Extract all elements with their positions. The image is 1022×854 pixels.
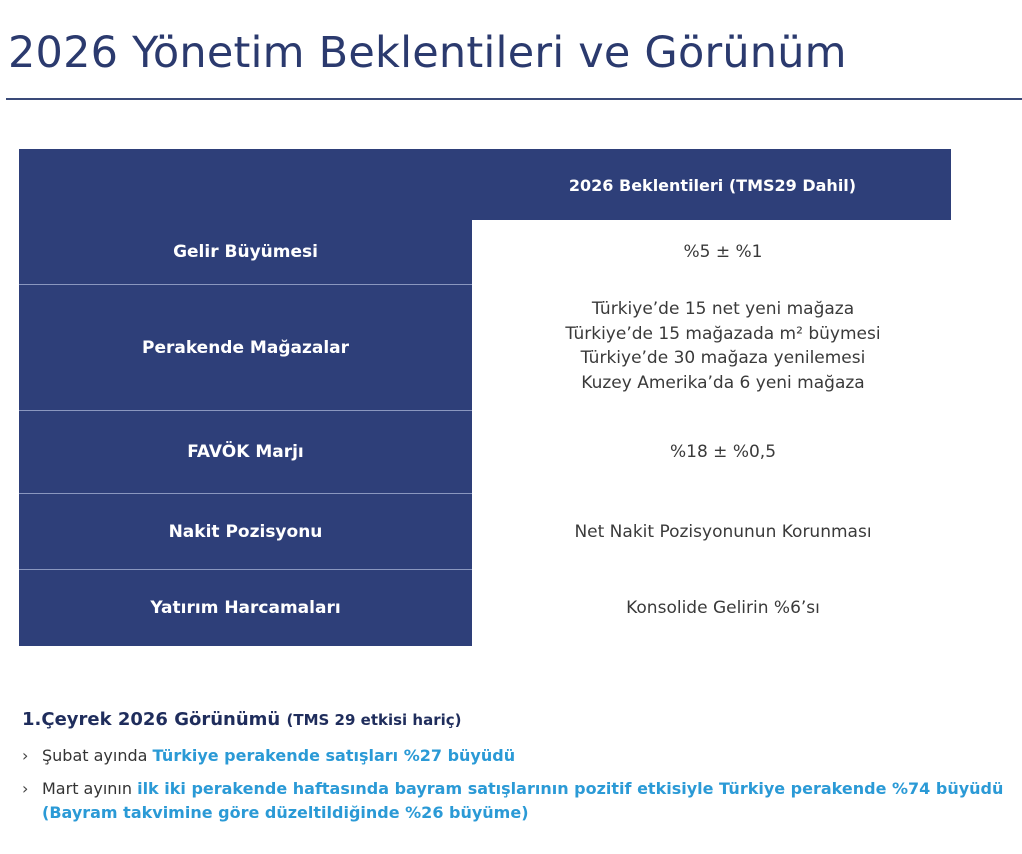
row-label-capex: Yatırım Harcamaları <box>150 598 341 618</box>
row-label-ebitda-margin: FAVÖK Marjı <box>187 442 304 462</box>
bullet-highlight: ilk iki perakende haftasında bayram satışlarının pozitif etkisiyle Türkiye perakende %74 büyüdü (Bayram takvimine göre düzeltildiğinde %26 büyüme) <box>42 779 1004 822</box>
row-value-ebitda-margin: %18 ± %0,5 <box>669 442 777 462</box>
row-value-retail-stores <box>474 285 972 407</box>
expectations-table <box>19 149 951 646</box>
row-value-revenue-growth: %5 ± %1 <box>683 242 763 262</box>
outlook-heading <box>22 709 462 730</box>
retail-stores-line: Türkiye’de 30 mağaza yenilemesi <box>580 348 866 368</box>
row-value-cash-position: Net Nakit Pozisyonunun Korunması <box>574 522 872 542</box>
table-header: 2026 Beklentileri (TMS29 Dahil) <box>568 176 857 195</box>
outlook-heading-note: (TMS 29 etkisi hariç) <box>286 711 462 729</box>
bullet-highlight: Türkiye perakende satışları %27 büyüdü <box>152 746 516 765</box>
retail-stores-line: Türkiye’de 15 mağazada m² büymesi <box>565 323 881 344</box>
row-value-capex: Konsolide Gelirin %6’sı <box>626 598 820 618</box>
retail-stores-line: Türkiye’de 15 net yeni mağaza <box>591 299 855 319</box>
row-label-retail-stores: Perakende Mağazalar <box>141 337 350 358</box>
retail-stores-line: Kuzey Amerika’da 6 yeni mağaza <box>581 372 865 393</box>
bullet-text: Şubat ayında <box>42 746 153 765</box>
title-divider <box>6 98 1022 100</box>
row-label-revenue-growth: Gelir Büyümesi <box>173 242 318 262</box>
bullet-chevron-icon: › <box>22 746 29 765</box>
bullet-chevron-icon: › <box>22 779 29 798</box>
page-title: 2026 Yönetim Beklentileri ve Görünüm <box>8 28 847 78</box>
row-label-cash-position: Nakit Pozisyonu <box>168 522 323 542</box>
bullet-text: Mart ayının <box>42 779 138 798</box>
outlook-heading-text: 1.Çeyrek 2026 Görünümü <box>22 709 281 730</box>
